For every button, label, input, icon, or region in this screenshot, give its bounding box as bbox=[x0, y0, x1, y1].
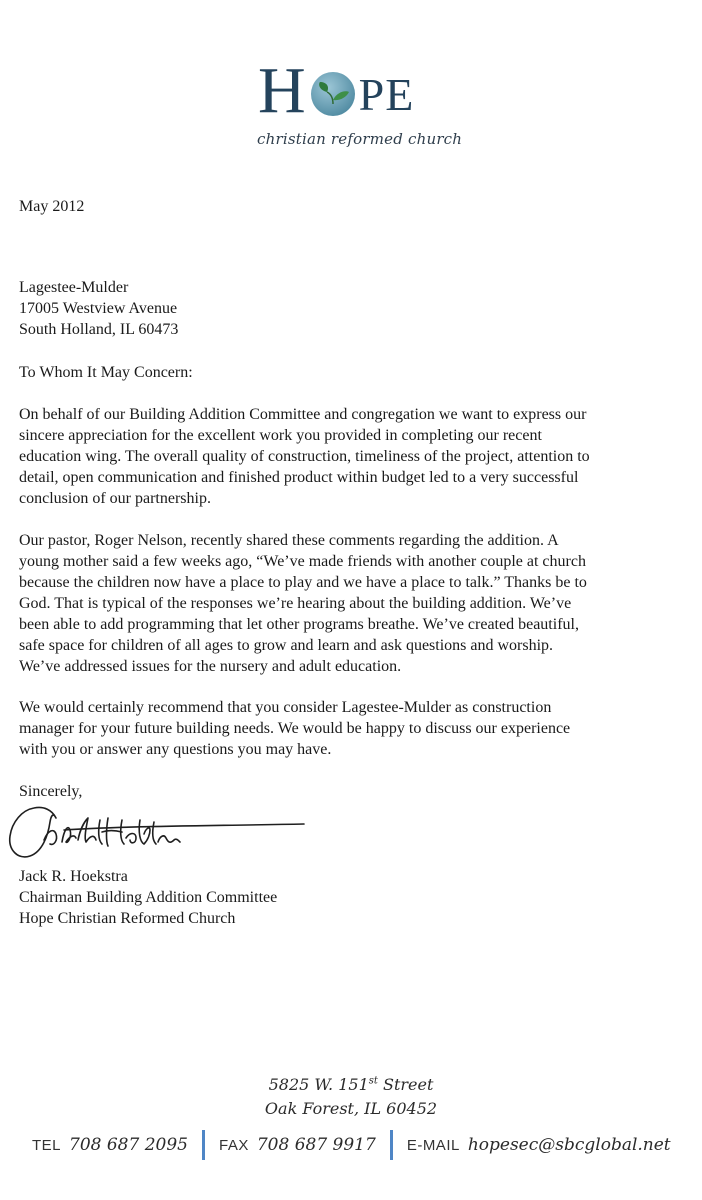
handwritten-signature bbox=[4, 800, 314, 868]
footer-street-name: Street bbox=[377, 1075, 434, 1094]
paragraph-line: detail, open communication and finished product within budget led to a very successful bbox=[19, 469, 579, 486]
signer-name: Jack R. Hoekstra bbox=[19, 868, 128, 885]
paragraph-line: Our pastor, Roger Nelson, recently shared these comments regarding the addition. A bbox=[19, 532, 559, 549]
fax-label: FAX bbox=[218, 1136, 249, 1154]
recipient-street: 17005 Westview Avenue bbox=[19, 300, 178, 317]
footer-street-number: 5825 W. 151 bbox=[268, 1075, 369, 1094]
email-label: E-MAIL bbox=[406, 1136, 460, 1154]
paragraph-line: with you or answer any questions you may have. bbox=[19, 741, 332, 758]
paragraph-line: manager for your future building needs. We would be happy to discuss our experience bbox=[19, 720, 571, 737]
footer-street bbox=[0, 1075, 702, 1094]
letter-date: May 2012 bbox=[19, 198, 85, 215]
recipient-city: South Holland, IL 60473 bbox=[19, 321, 179, 338]
paragraph-line: God. That is typical of the responses we’re hearing about the building addition. We’ve bbox=[19, 595, 572, 612]
contact-separator bbox=[202, 1130, 205, 1160]
paragraph-appreciation bbox=[19, 404, 679, 509]
logo-leaf-circle-icon bbox=[309, 70, 357, 118]
paragraph-line: We’ve addressed issues for the nursery and adult education. bbox=[19, 658, 402, 675]
signature-block bbox=[19, 866, 277, 929]
paragraph-line: conclusion of our partnership. bbox=[19, 490, 211, 507]
paragraph-pastor-comments bbox=[19, 530, 679, 677]
paragraph-line: young mother said a few weeks ago, “We’ve made friends with another couple at church bbox=[19, 553, 586, 570]
contact-separator bbox=[390, 1130, 393, 1160]
closing: Sincerely, bbox=[19, 783, 83, 800]
logo-letters-pe: PE bbox=[358, 69, 415, 120]
paragraph-recommendation bbox=[19, 697, 679, 760]
paragraph-line: because the children now have a place to play and we have a place to talk.” Thanks be to bbox=[19, 574, 587, 591]
footer-city: Oak Forest, IL 60452 bbox=[264, 1099, 438, 1118]
footer-contact bbox=[32, 1130, 671, 1160]
email-address: hopesec@sbcglobal.net bbox=[467, 1135, 671, 1155]
paragraph-line: education wing. The overall quality of construction, timeliness of the project, attention to bbox=[19, 448, 590, 465]
paragraph-line: safe space for children of all ages to grow and learn and ask questions and worship. bbox=[19, 637, 554, 654]
fax-number: 708 687 9917 bbox=[256, 1135, 376, 1155]
paragraph-line: We would certainly recommend that you consider Lagestee-Mulder as construction bbox=[19, 699, 552, 716]
paragraph-line: been able to add programming that let other programs breathe. We’ve created beautiful, bbox=[19, 616, 579, 633]
tel-number: 708 687 2095 bbox=[69, 1135, 188, 1155]
logo-letter-h: H bbox=[258, 54, 307, 127]
paragraph-line: On behalf of our Building Addition Committee and congregation we want to express our bbox=[19, 406, 587, 423]
signer-title: Chairman Building Addition Committee bbox=[19, 889, 278, 906]
signer-organization: Hope Christian Reformed Church bbox=[19, 910, 236, 927]
tel-label: TEL bbox=[32, 1136, 62, 1154]
church-logo bbox=[250, 54, 463, 158]
footer-street-suffix: st bbox=[368, 1075, 378, 1087]
logo-wordmark bbox=[258, 54, 415, 127]
recipient-address bbox=[19, 277, 178, 340]
salutation: To Whom It May Concern: bbox=[19, 364, 193, 381]
paragraph-line: sincere appreciation for the excellent work you provided in completing our recent bbox=[19, 427, 542, 444]
logo-tagline: christian reformed church bbox=[257, 130, 463, 148]
recipient-name: Lagestee-Mulder bbox=[19, 279, 129, 296]
